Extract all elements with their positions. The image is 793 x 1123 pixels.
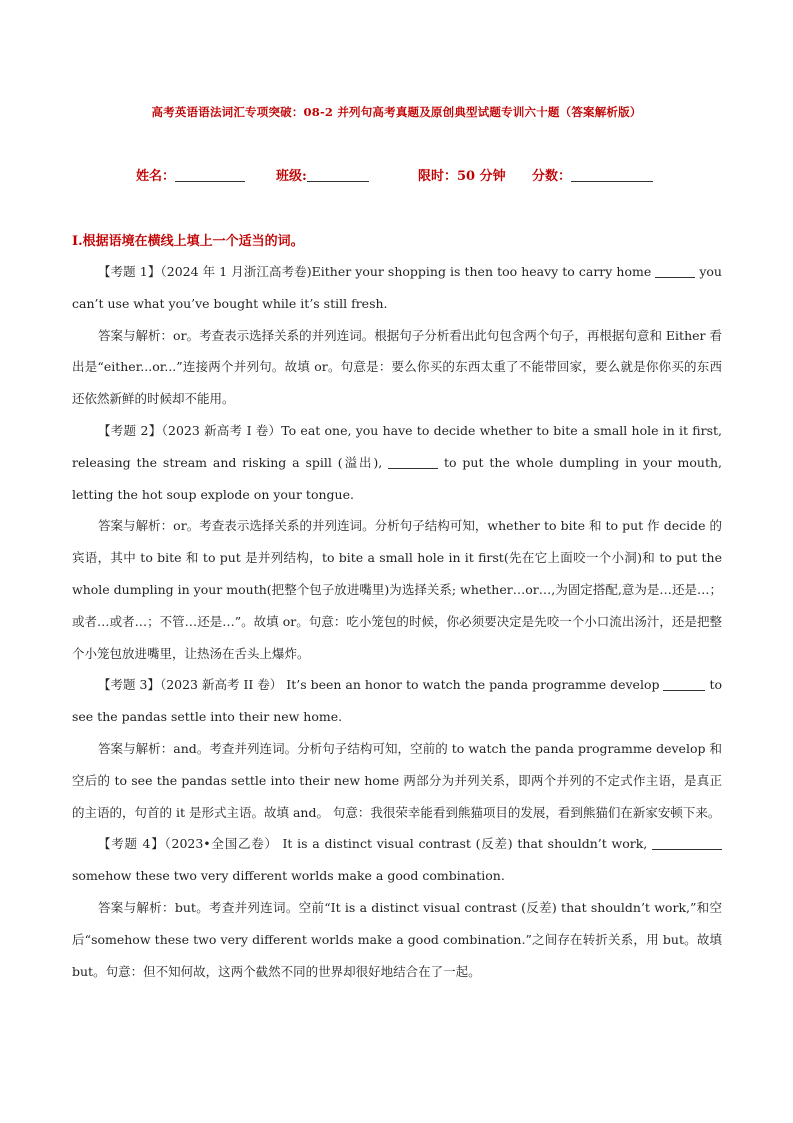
question-text-a: （2024 年 1 月浙江高考卷)Either your shopping is then too heavy to carry home <box>160 264 656 279</box>
score-field[interactable] <box>532 165 653 184</box>
question-text-a: （2023 新高考 II 卷） It’s been an honor to watch the panda programme develop <box>159 677 664 693</box>
answer-blank[interactable] <box>663 678 705 691</box>
score-blank[interactable] <box>571 169 653 182</box>
question-tag: 【考题 2】 <box>98 422 162 438</box>
class-field[interactable] <box>276 165 369 184</box>
question-text-b: you can’t use what you’ve bought while it’s still fresh. <box>72 264 722 311</box>
score-label: 分数： <box>532 169 572 184</box>
question-tag: 【考题 3】 <box>98 677 160 693</box>
question-text-a: （2023 新高考 I 卷）To eat one, you have to decide whether to bite a small hole in it first, releasing the stream and risking a spill (溢出), <box>72 422 722 470</box>
question-4 <box>72 828 722 892</box>
class-blank[interactable] <box>307 169 369 182</box>
answer-4: 答案与解析：but。考查并列连词。空前“It is a distinct visual contrast (反差) that shouldn’t work,”和空后“somehow these two very different worlds make a good combination.”之间存在转折关系，用 but。故填 but。句意：但不知何故，这两个截然不同的世界却很好地结合在了一起。 <box>72 899 722 979</box>
name-label: 姓名： <box>136 169 176 184</box>
question-tag: 【考题 4】 <box>98 836 165 852</box>
question-3 <box>72 669 722 733</box>
answer-2: 答案与解析：or。考查表示选择关系的并列连词。分析句子结构可知，whether to bite 和 to put 作 decide 的宾语，其中 to bite 和 to put 是并列结构，to bite a small hole in it first(先在它上面咬一个小洞)和 to put the whole dumpling in your mouth(把整个包子放进嘴里)为选择关系; whether…or…,为固定搭配,意为是…还是…；或者…或者…；不管…还是…”。故填 or。句意：吃小笼包的时候，你必须要决定是先咬一个小口流出汤汁，还是把整个小笼包放进嘴里，让热汤在舌头上爆炸。 <box>72 518 722 661</box>
question-text-b: somehow these two very different worlds make a good combination. <box>72 868 505 884</box>
question-1 <box>72 256 722 320</box>
name-blank[interactable] <box>175 169 245 182</box>
document-title: 高考英语语法词汇专项突破：08-2 并列句高考真题及原创典型试题专训六十题（答案解析版） <box>151 105 642 119</box>
question-text-a: （2023•全国乙卷） It is a distinct visual contrast (反差) that shouldn’t work, <box>164 836 652 852</box>
answer-blank[interactable] <box>655 265 695 278</box>
question-2 <box>72 415 722 510</box>
answer-blank[interactable] <box>652 837 722 850</box>
answer-3: 答案与解析：and。考查并列连词。分析句子结构可知，空前的 to watch the panda programme develop 和空后的 to see the pandas settle into their new home 两部分为并列关系，即两个并列的不定式作主语，是真正的主语的，句首的 it 是形式主语。故填 and。 句意：我很荣幸能看到熊猫项目的发展，看到熊猫们在新家安顿下来。 <box>72 740 722 820</box>
answer-1: 答案与解析：or。考查表示选择关系的并列连词。根据句子分析看出此句包含两个句子，再根据句意和 Either 看出是“either...or...”连接两个并列句。故填 or。句意是：要么你买的东西太重了不能带回家，要么就是你你买的东西还依然新鲜的时候却不能用。 <box>72 327 722 407</box>
class-label: 班级: <box>276 169 307 184</box>
answer-blank[interactable] <box>388 456 438 469</box>
question-tag: 【考题 1】 <box>98 264 161 279</box>
question-text-b: to see the pandas settle into their new home. <box>72 677 722 725</box>
question-list <box>72 256 722 987</box>
section-title: I.根据语境在横线上填上一个适当的词。 <box>72 234 304 249</box>
question-text-b: to put the whole dumpling in your mouth, letting the hot soup explode on your tongue. <box>72 454 722 502</box>
name-field[interactable] <box>136 165 245 184</box>
time-limit-label: 限时：50 分钟 <box>418 169 506 184</box>
